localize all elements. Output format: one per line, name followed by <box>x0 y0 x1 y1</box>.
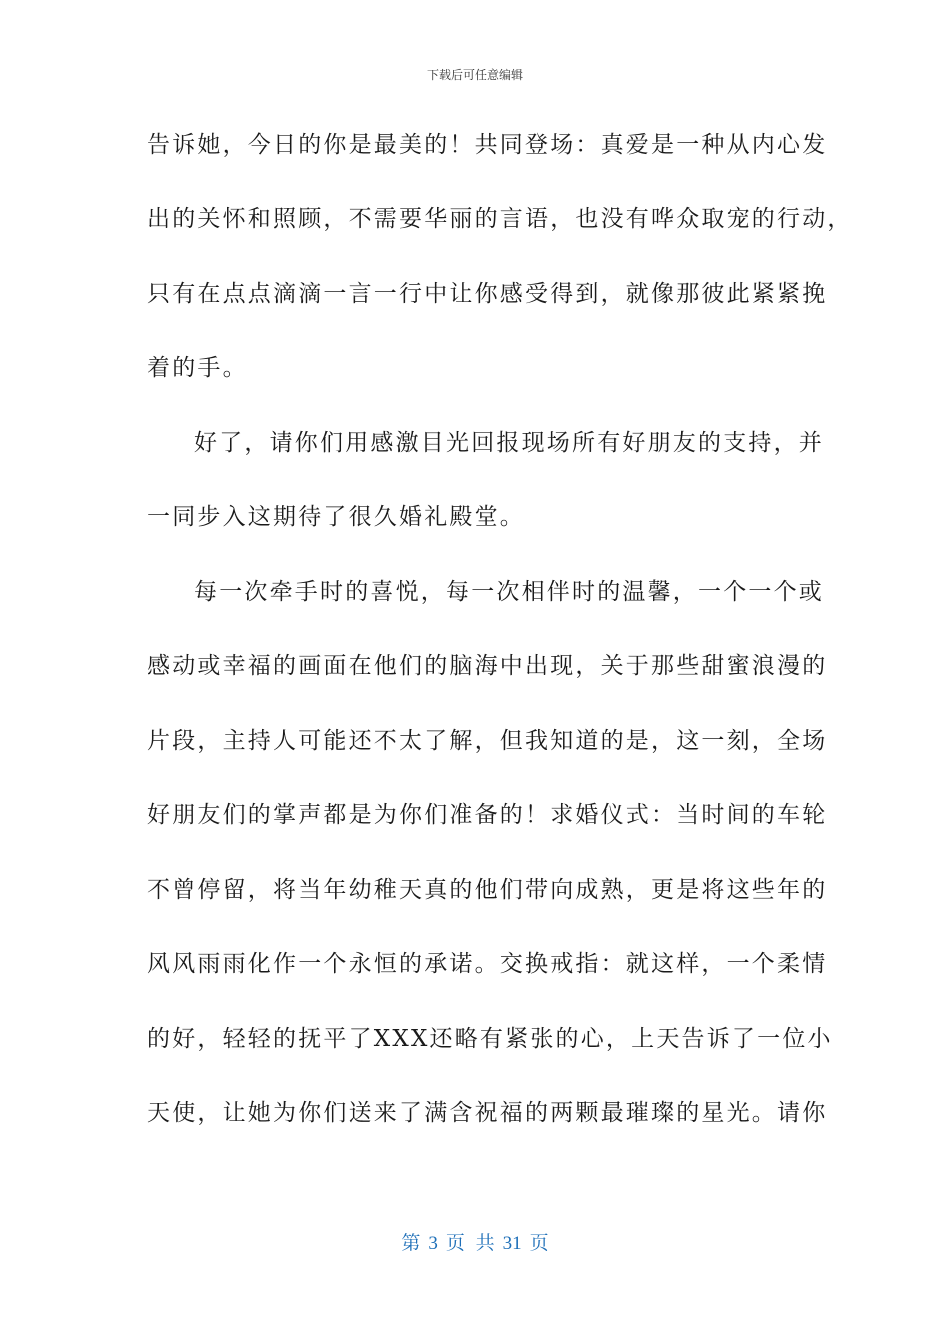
footer-suffix: 页 <box>529 1233 549 1254</box>
page-header-note: 下载后可任意编辑 <box>426 68 523 82</box>
text-line: 不曾停留，将当年幼稚天真的他们带向成熟，更是将这些年的 <box>147 877 828 903</box>
text-line: 风风雨雨化作一个永恒的承诺。交换戒指：就这样，一个柔情 <box>147 951 828 977</box>
text-line: 感动或幸福的画面在他们的脑海中出现，关于那些甜蜜浪漫的 <box>147 653 828 679</box>
page-footer <box>0 1228 950 1255</box>
text-line: 只有在点点滴滴一言一行中让你感受得到，就像那彼此紧紧挽 <box>147 281 828 307</box>
text-line: 告诉她，今日的你是最美的！共同登场：真爱是一种从内心发 <box>147 132 828 158</box>
text-line: 出的关怀和照顾，不需要华丽的言语，也没有哗众取宠的行动， <box>147 206 853 232</box>
text-line: 好朋友们的掌声都是为你们准备的！求婚仪式：当时间的车轮 <box>147 802 828 828</box>
footer-total-pages: 31 <box>502 1233 522 1254</box>
text-line: 着的手。 <box>147 355 248 381</box>
text-line: 每一次牵手时的喜悦，每一次相伴时的温馨，一个一个或 <box>194 579 824 605</box>
text-line: 一同步入这期待了很久婚礼殿堂。 <box>147 504 525 530</box>
footer-middle: 页 共 <box>445 1233 495 1254</box>
text-line: 的好，轻轻的抚平了XXX还略有紧张的心，上天告诉了一位小 <box>147 1026 833 1052</box>
text-line: 天使，让她为你们送来了满含祝福的两颗最璀璨的星光。请你 <box>147 1100 828 1126</box>
text-line: 好了，请你们用感激目光回报现场所有好朋友的支持，并 <box>194 430 824 456</box>
footer-prefix: 第 <box>401 1233 421 1254</box>
footer-page-number: 3 <box>428 1233 438 1254</box>
text-line: 片段，主持人可能还不太了解，但我知道的是，这一刻，全场 <box>147 728 828 754</box>
